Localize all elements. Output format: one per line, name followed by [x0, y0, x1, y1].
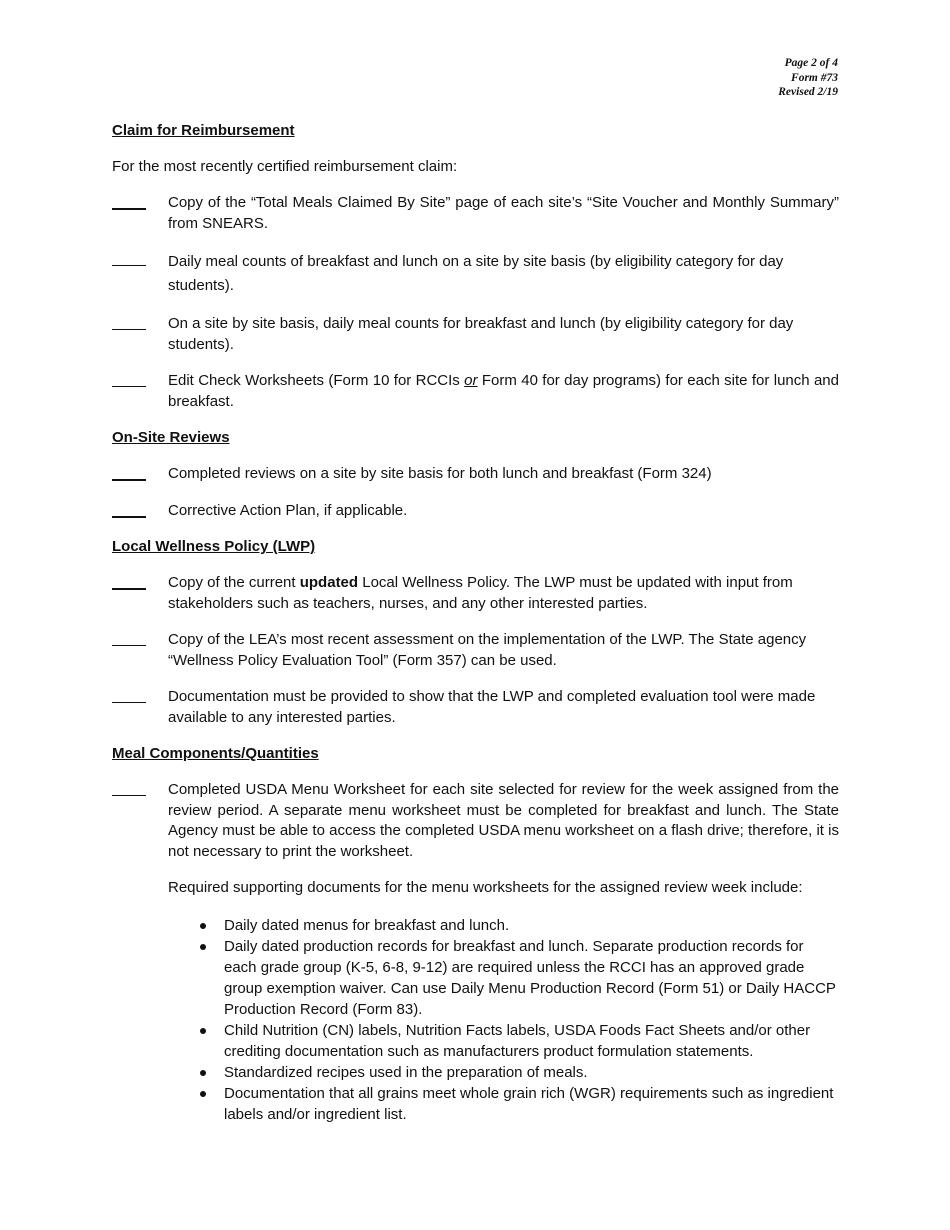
document-body — [112, 121, 839, 1125]
checklist-item — [112, 193, 839, 234]
bullet-icon — [200, 1091, 206, 1097]
checkbox-blank-line[interactable] — [112, 501, 146, 521]
supporting-documents-intro: Required supporting documents for the menu worksheets for the assigned review week include: — [168, 879, 803, 896]
checklist-item-text: Copy of the LEA’s most recent assessment on the implementation of the LWP. The State agency “Wellness Policy Evaluation Tool” (Form 357) can be used. — [168, 631, 807, 669]
emphasis-updated: updated — [299, 574, 359, 591]
form-number: Form #73 — [791, 71, 838, 84]
bullet-icon — [200, 1070, 206, 1076]
checklist-item-text: Completed USDA Menu Worksheet for each site selected for review for the week assigned from the review period. A separate menu worksheet must be completed for breakfast and lunch. The State Agency must be able to access the completed USDA menu worksheet on a flash drive; therefore, it is not necessary to print the worksheet. — [168, 781, 839, 860]
section-title-onsite: On-Site Reviews — [112, 429, 230, 446]
checklist-item-text: Daily meal counts of breakfast and lunch on a site by site basis (by eligibility category for day students). — [168, 253, 784, 294]
checklist-item-text: Corrective Action Plan, if applicable. — [168, 501, 408, 519]
section-title-meal: Meal Components/Quantities — [112, 745, 319, 762]
list-item: Documentation that all grains meet whole grain rich (WGR) requirements such as ingredient labels and/or ingredient list. — [168, 1083, 839, 1125]
checklist-item — [112, 630, 839, 671]
emphasis-or: or — [464, 372, 478, 389]
checklist-item — [112, 464, 839, 485]
checklist-item — [112, 501, 839, 522]
checkbox-blank-line[interactable] — [112, 630, 146, 650]
checklist-item — [112, 314, 839, 355]
checkbox-blank-line[interactable] — [112, 573, 146, 593]
checklist-item — [112, 371, 839, 412]
page-header — [778, 56, 838, 100]
checklist-item — [112, 687, 839, 728]
checklist-item-text: Copy of the “Total Meals Claimed By Site” page of each site’s “Site Voucher and Monthly Summary” from SNEARS. — [168, 194, 839, 232]
checkbox-blank-line[interactable] — [112, 780, 146, 800]
checklist-item-text: Documentation must be provided to show that the LWP and completed evaluation tool were made available to any interested parties. — [168, 688, 816, 726]
checkbox-blank-line[interactable] — [112, 250, 146, 270]
claim-intro: For the most recently certified reimbursement claim: — [112, 158, 458, 175]
checkbox-blank-line[interactable] — [112, 687, 146, 707]
supporting-documents-list — [168, 915, 839, 1125]
list-item: Daily dated production records for breakfast and lunch. Separate production records for each grade group (K-5, 6-8, 9-12) are required unless the RCCI has an approved grade group exemption waiver. Can use Daily Menu Production Record (Form 51) or Daily HACCP Production Record (Form 83). — [168, 936, 839, 1020]
checklist-item — [112, 780, 839, 862]
revision-date: Revised 2/19 — [778, 86, 838, 98]
list-item: Child Nutrition (CN) labels, Nutrition Facts labels, USDA Foods Fact Sheets and/or other crediting documentation such as manufacturers product formulation statements. — [168, 1020, 839, 1062]
checklist-item-text: Copy of the current updated Local Wellness Policy. The LWP must be updated with input from stakeholders such as teachers, nurses, and any other interested parties. — [168, 574, 793, 612]
checkbox-blank-line[interactable] — [112, 371, 146, 391]
list-item: Daily dated menus for breakfast and lunch. — [168, 915, 839, 936]
bullet-icon — [200, 923, 206, 929]
page-number: Page 2 of 4 — [784, 57, 838, 69]
section-title-lwp: Local Wellness Policy (LWP) — [112, 538, 316, 555]
checkbox-blank-line[interactable] — [112, 314, 146, 334]
section-title-claim: Claim for Reimbursement — [112, 122, 295, 139]
checklist-item — [112, 250, 839, 298]
bullet-icon — [200, 1028, 206, 1034]
checkbox-blank-line[interactable] — [112, 464, 146, 484]
bullet-icon — [200, 944, 206, 950]
checklist-item-text: Completed reviews on a site by site basis for both lunch and breakfast (Form 324) — [168, 465, 712, 482]
checkbox-blank-line[interactable] — [112, 193, 146, 213]
checklist-item-text: On a site by site basis, daily meal counts for breakfast and lunch (by eligibility category for day students). — [168, 315, 794, 353]
checklist-item — [112, 573, 839, 614]
list-item: Standardized recipes used in the preparation of meals. — [168, 1062, 839, 1083]
checklist-item-text: Edit Check Worksheets (Form 10 for RCCIs or Form 40 for day programs) for each site for lunch and breakfast. — [168, 372, 839, 410]
